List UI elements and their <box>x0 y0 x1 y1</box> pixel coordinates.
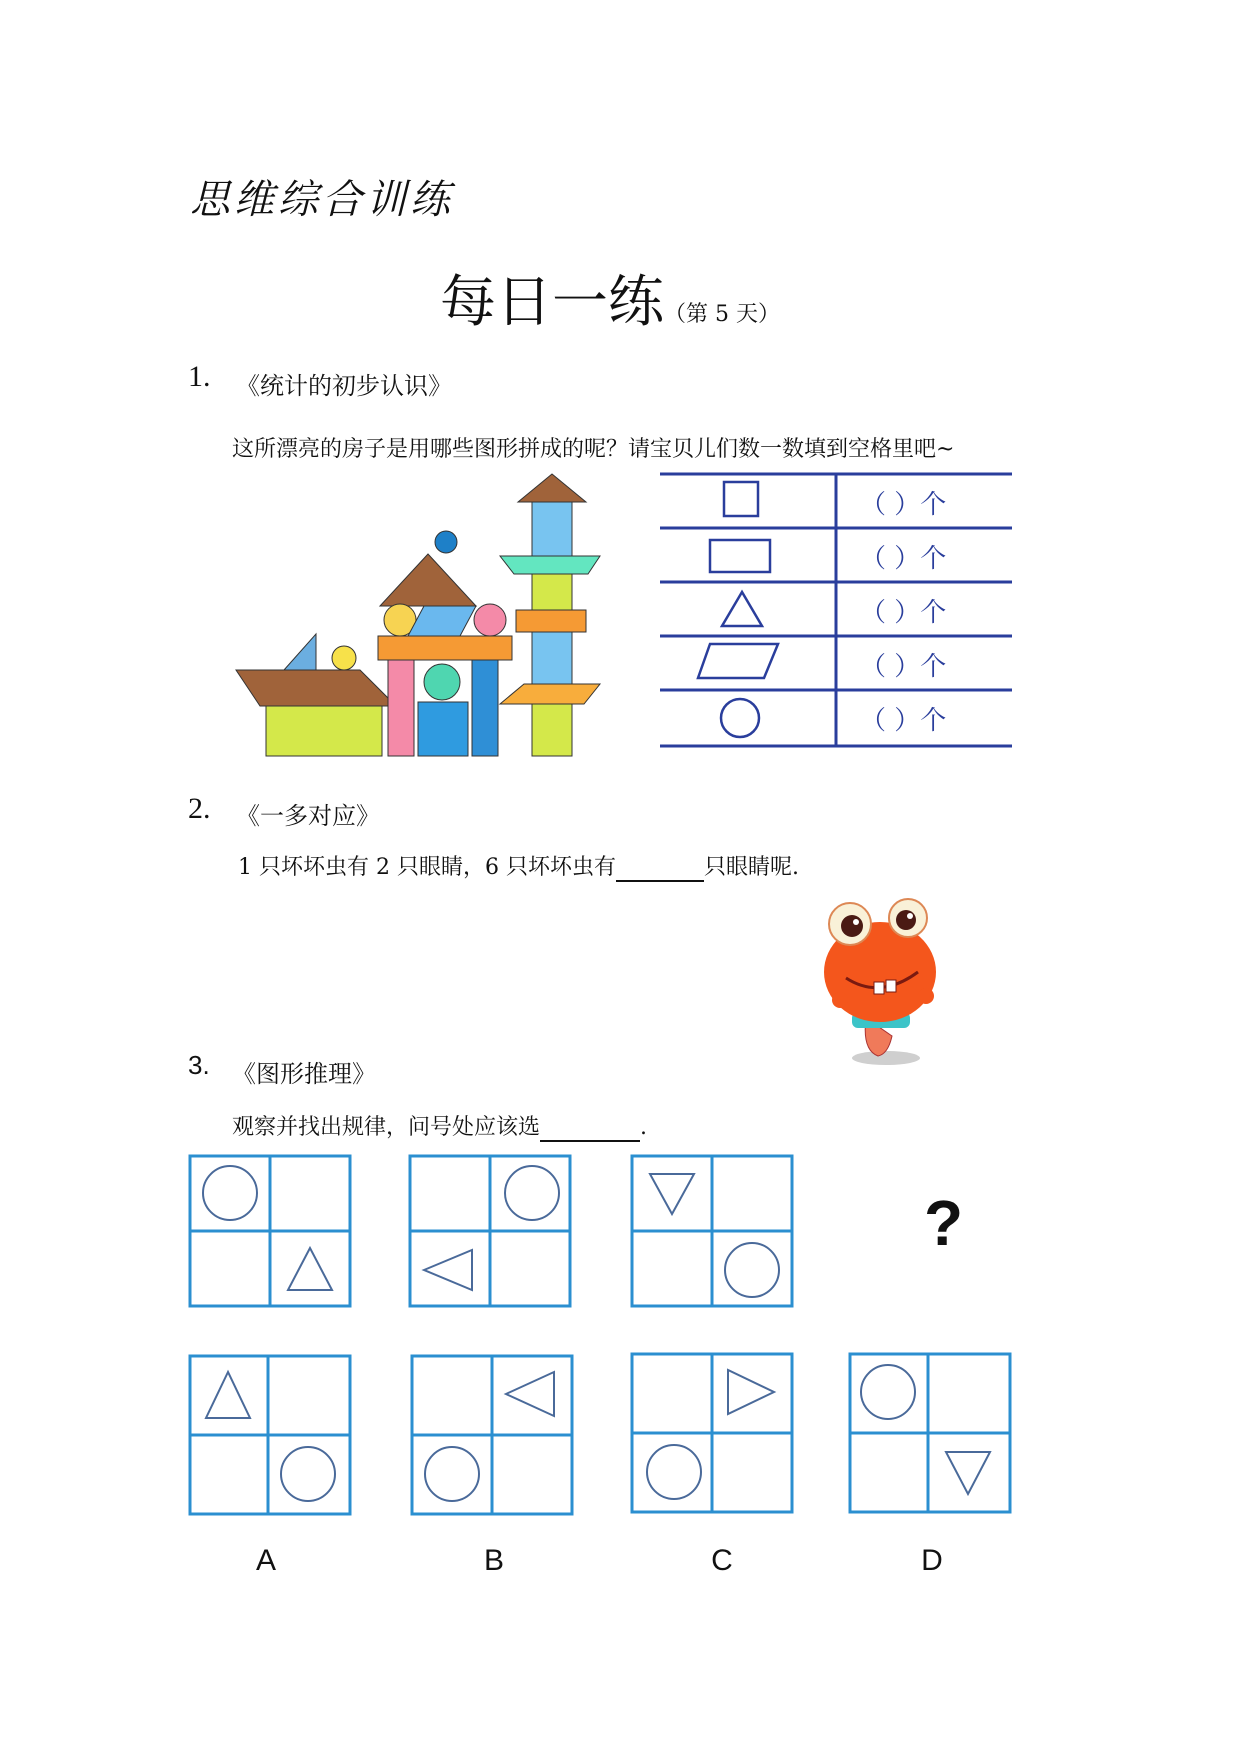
q3-text-end: . <box>640 1115 648 1140</box>
pink-pillar <box>388 660 414 756</box>
q2-text <box>238 850 799 882</box>
sequence-grid-3 <box>630 1154 794 1308</box>
circle-icon <box>505 1166 559 1220</box>
option-a-label[interactable]: A <box>255 1544 276 1577</box>
rectangle-icon <box>710 540 770 572</box>
monster-illustration <box>796 868 946 1068</box>
tower-orange-block <box>516 610 586 632</box>
option-c-label[interactable]: C <box>711 1544 733 1577</box>
handwritten-title: 思维综合训练 <box>190 177 454 223</box>
count-answer-5[interactable]: （ ）个 <box>860 706 947 736</box>
teal-ball <box>424 664 460 700</box>
q2-text-b: 只眼睛呢. <box>703 855 799 880</box>
q1-number: 1. <box>188 360 211 393</box>
brown-roof-trapezoid <box>236 670 396 706</box>
q1-title: 《统计的初步认识》 <box>236 372 452 400</box>
block-house-illustration <box>228 470 608 760</box>
triangle-left-icon <box>424 1250 472 1290</box>
triangle-up-icon <box>288 1248 332 1290</box>
tower-green-block <box>532 574 572 612</box>
option-b-label[interactable]: B <box>483 1544 504 1577</box>
count-table-grid <box>660 472 1012 750</box>
q2-number: 2. <box>188 792 211 825</box>
circle-icon <box>725 1243 779 1297</box>
tower-roof-triangle <box>518 474 586 502</box>
main-title: 每日一练 <box>440 270 664 335</box>
sequence-grid-2 <box>408 1154 572 1308</box>
option-d-grid[interactable] <box>848 1352 1012 1514</box>
q3-text-main: 观察并找出规律，问号处应该选 <box>232 1115 541 1140</box>
parallelogram-icon <box>698 644 778 678</box>
tower-blue-block-2 <box>532 632 572 684</box>
blue-sail-triangle <box>284 634 316 670</box>
q2-text-a: 1 只坏坏虫有 2 只眼睛，6 只坏坏虫有 <box>238 855 616 880</box>
triangle-down-icon <box>946 1452 990 1494</box>
q3-number: 3. <box>188 1050 210 1080</box>
triangle-left-icon <box>506 1372 554 1416</box>
blue-pillar <box>472 660 498 756</box>
q2-title: 《一多对应》 <box>236 802 380 830</box>
triangle-right-icon <box>728 1370 774 1414</box>
blue-top-ball <box>435 531 457 553</box>
green-base-block <box>266 704 382 756</box>
count-answer-3[interactable]: （ ）个 <box>860 598 947 628</box>
count-table <box>660 472 1012 750</box>
q1-text: 这所漂亮的房子是用哪些图形拼成的呢？请宝贝儿们数一数填到空格里吧~ <box>232 437 955 462</box>
orange-parallelogram <box>500 684 600 704</box>
circle-icon <box>721 699 759 737</box>
triangle-icon <box>722 592 762 626</box>
q3-text <box>232 1110 647 1142</box>
option-b-grid[interactable] <box>410 1354 574 1516</box>
count-answer-2[interactable]: （ ）个 <box>860 544 947 574</box>
page-title <box>440 258 780 338</box>
brown-roof-triangle <box>380 554 476 606</box>
pink-ball <box>474 604 506 636</box>
count-answer-1[interactable]: （ ）个 <box>860 490 947 520</box>
sequence-grid-1 <box>188 1154 352 1308</box>
blue-parallelogram-block <box>408 606 476 636</box>
square-icon <box>724 482 758 516</box>
q3-title: 《图形推理》 <box>232 1060 376 1088</box>
option-d-label[interactable]: D <box>921 1544 943 1577</box>
tower-green-base <box>532 704 572 756</box>
circle-icon <box>647 1445 701 1499</box>
option-a-grid[interactable] <box>188 1354 352 1516</box>
day-label: （第 5 天） <box>664 302 780 327</box>
orange-beam <box>378 636 512 660</box>
q3-answer-blank[interactable] <box>540 1115 640 1142</box>
blue-door-block <box>418 702 468 756</box>
circle-icon <box>281 1447 335 1501</box>
triangle-up-icon <box>206 1372 250 1418</box>
question-mark: ? <box>924 1187 964 1259</box>
circle-icon <box>203 1166 257 1220</box>
q2-answer-blank[interactable] <box>616 855 704 882</box>
circle-icon <box>861 1365 915 1419</box>
option-c-grid[interactable] <box>630 1352 794 1514</box>
count-answer-4[interactable]: （ ）个 <box>860 652 947 682</box>
tower-blue-block <box>532 502 572 558</box>
circle-icon <box>425 1447 479 1501</box>
teal-parallelogram <box>500 556 600 574</box>
triangle-down-icon <box>650 1174 694 1214</box>
small-yellow-ball <box>332 646 356 670</box>
